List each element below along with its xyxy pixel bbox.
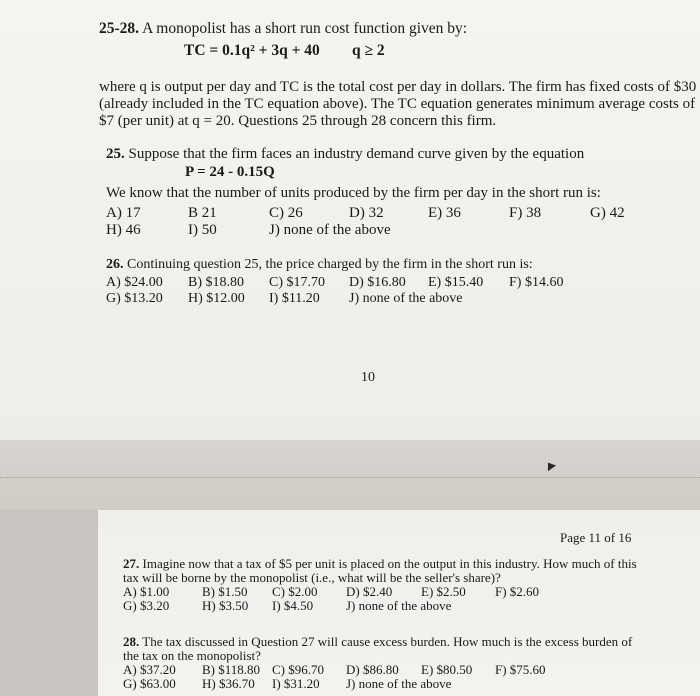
q26-option-j[interactable]: J) none of the above [349, 291, 463, 306]
q25-option-f[interactable]: F) 38 [509, 205, 542, 221]
intro-paragraph-line-3: $7 (per unit) at q = 20. Questions 25 through 28 concern this firm. [99, 113, 497, 129]
q28-option-a[interactable]: A) $37.20 [123, 662, 176, 677]
q27-number: 27. [123, 556, 140, 571]
q26-option-e[interactable]: E) $15.40 [428, 275, 484, 290]
q28-option-b[interactable]: B) $118.80 [202, 662, 261, 677]
page-gap [0, 440, 700, 510]
q28-option-h[interactable]: H) $36.70 [202, 676, 255, 691]
page-break-line [0, 477, 700, 478]
q28-option-e[interactable]: E) $80.50 [421, 662, 473, 677]
q25-option-e[interactable]: E) 36 [428, 205, 461, 221]
intro-number: 25-28. [99, 20, 140, 37]
q27-option-a[interactable]: A) $1.00 [123, 584, 170, 599]
q25-text: Suppose that the firm faces an industry demand curve given by the equation [128, 146, 585, 162]
q27-option-i[interactable]: I) $4.50 [272, 598, 314, 613]
q25-option-c[interactable]: C) 26 [269, 205, 303, 221]
q25-option-a[interactable]: A) 17 [106, 205, 141, 221]
q27-option-c[interactable]: C) $2.00 [272, 584, 318, 599]
q25-option-b[interactable]: B 21 [188, 205, 217, 221]
q26-option-d[interactable]: D) $16.80 [349, 275, 406, 290]
q26-text: Continuing question 25, the price charged by the firm in the short run is: [127, 257, 533, 272]
q28-text-line-2: the tax on the monopolist? [123, 648, 261, 663]
q28-option-c[interactable]: C) $96.70 [272, 662, 324, 677]
q26-option-c[interactable]: C) $17.70 [269, 275, 325, 290]
q27-option-h[interactable]: H) $3.50 [202, 598, 249, 613]
q26-option-h[interactable]: H) $12.00 [188, 291, 245, 306]
q28-option-g[interactable]: G) $63.00 [123, 676, 176, 691]
q27-text-line-1: Imagine now that a tax of $5 per unit is placed on the output in this industry. How much of this [142, 556, 637, 571]
page-number: 10 [361, 370, 375, 385]
q27-option-b[interactable]: B) $1.50 [202, 584, 248, 599]
q26-number: 26. [106, 257, 124, 272]
q26-option-b[interactable]: B) $18.80 [188, 275, 244, 290]
q25-option-i[interactable]: I) 50 [188, 222, 217, 238]
q26-heading [106, 257, 533, 273]
q26-option-g[interactable]: G) $13.20 [106, 291, 163, 306]
page-label: Page 11 of 16 [560, 530, 632, 545]
cost-condition: q ≥ 2 [352, 42, 385, 59]
q26-option-f[interactable]: F) $14.60 [509, 275, 564, 290]
intro-heading [99, 20, 467, 38]
q28-number: 28. [123, 634, 140, 649]
q28-option-f[interactable]: F) $75.60 [495, 662, 546, 677]
q27-option-j[interactable]: J) none of the above [346, 598, 452, 613]
q28-option-j[interactable]: J) none of the above [346, 676, 452, 691]
intro-text: A monopolist has a short run cost function given by: [142, 20, 468, 37]
q27-option-f[interactable]: F) $2.60 [495, 584, 540, 599]
cost-equation: TC = 0.1q² + 3q + 40 [184, 42, 320, 59]
intro-paragraph-line-2: (already included in the TC equation above). The TC equation generates minimum average costs of [99, 96, 696, 112]
q25-number: 25. [106, 146, 125, 162]
q25-option-g[interactable]: G) 42 [590, 205, 625, 221]
q27-option-g[interactable]: G) $3.20 [123, 598, 170, 613]
q25-option-h[interactable]: H) 46 [106, 222, 141, 238]
q25-prompt: We know that the number of units produced by the firm per day in the short run is: [106, 185, 601, 201]
q25-heading [106, 146, 584, 163]
demand-equation: P = 24 - 0.15Q [185, 164, 275, 180]
q27-option-d[interactable]: D) $2.40 [346, 584, 393, 599]
q26-option-a[interactable]: A) $24.00 [106, 275, 163, 290]
q28-text-line-1: The tax discussed in Question 27 will cause excess burden. How much is the excess burden of [142, 634, 633, 649]
q27-text-line-2: tax will be borne by the monopolist (i.e., what will be the seller's share)? [123, 570, 501, 585]
q25-option-d[interactable]: D) 32 [349, 205, 384, 221]
page-11 [98, 510, 700, 696]
q27-option-e[interactable]: E) $2.50 [421, 584, 466, 599]
q26-option-i[interactable]: I) $11.20 [269, 291, 320, 306]
q25-option-j[interactable]: J) none of the above [269, 222, 391, 238]
q28-option-d[interactable]: D) $86.80 [346, 662, 399, 677]
intro-paragraph-line-1: where q is output per day and TC is the total cost per day in dollars. The firm has fixed costs of $30 [99, 79, 697, 95]
q28-option-i[interactable]: I) $31.20 [272, 676, 320, 691]
